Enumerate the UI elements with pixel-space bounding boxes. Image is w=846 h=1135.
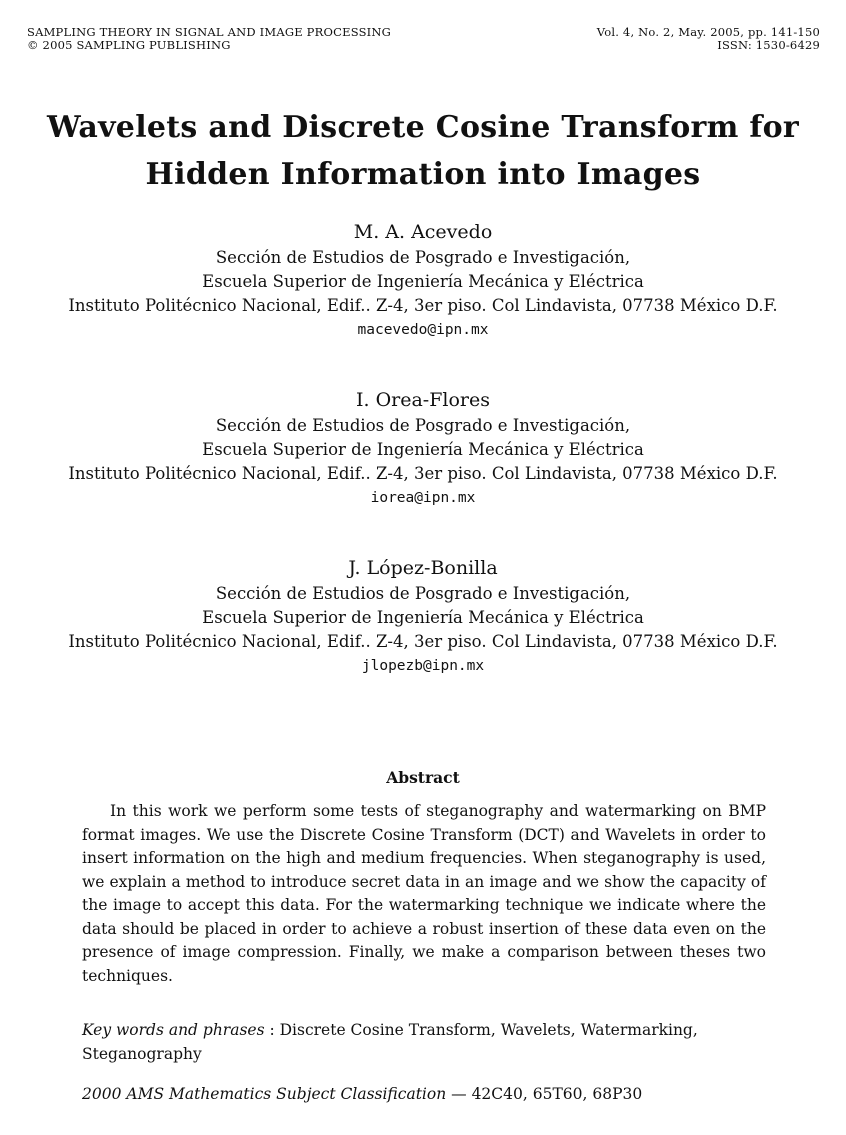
- author-affiliation-2: Escuela Superior de Ingeniería Mecánica y Eléctrica: [202, 440, 644, 459]
- author-affiliation-1: Sección de Estudios de Posgrado e Investigación,: [215, 248, 631, 267]
- copyright-line: © 2005 SAMPLING PUBLISHING: [27, 38, 231, 52]
- abstract-text-block: [82, 800, 766, 988]
- author-email: jlopezb@ipn.mx: [361, 658, 485, 674]
- author-affiliation-3: Instituto Politécnico Nacional, Edif.. Z-4, 3er piso. Col Lindavista, 07738 México D.F.: [68, 464, 778, 483]
- running-header-right: [597, 26, 820, 52]
- journal-name: SAMPLING THEORY IN SIGNAL AND IMAGE PROCESSING: [27, 25, 392, 39]
- author-affiliation-3: Instituto Politécnico Nacional, Edif.. Z-4, 3er piso. Col Lindavista, 07738 México D.F.: [68, 632, 778, 651]
- author-email: macevedo@ipn.mx: [357, 322, 489, 338]
- volume-info: Vol. 4, No. 2, May. 2005, pp. 141-150: [596, 25, 820, 39]
- running-header-left: [27, 26, 391, 52]
- author-block-2: [0, 386, 846, 510]
- title-line-1: Wavelets and Discrete Cosine Transform for: [46, 110, 800, 145]
- keywords-block: [82, 1019, 772, 1066]
- author-block-1: [0, 218, 846, 342]
- ams-separator: —: [446, 1085, 472, 1103]
- title-line-2: Hidden Information into Images: [145, 157, 701, 192]
- abstract-text: In this work we perform some tests of steganography and watermarking on BMP format images. We use the Discrete Cosine Transform (DCT) and Wavelets in order to insert information on the high and medium frequencies. When steganography is used, we explain a method to introduce secret data in an image and we show the capacity of the image to accept this data. For the watermarking technique we indicate where the data should be placed in order to achieve a robust insertion of these data even on the presence of image compression. Finally, we make a comparison between theses two techniques.: [82, 802, 766, 985]
- author-block-3: [0, 554, 846, 678]
- paper-title: [0, 104, 846, 198]
- author-affiliation-3: Instituto Politécnico Nacional, Edif.. Z-4, 3er piso. Col Lindavista, 07738 México D.F.: [68, 296, 778, 315]
- author-name: I. Orea-Flores: [355, 389, 490, 411]
- ams-label: 2000 AMS Mathematics Subject Classification: [82, 1085, 447, 1103]
- keywords-separator: :: [264, 1021, 280, 1039]
- keywords-label: Key words and phrases: [82, 1021, 265, 1039]
- issn: ISSN: 1530-6429: [717, 38, 820, 52]
- ams-codes: 42C40, 65T60, 68P30: [471, 1085, 643, 1103]
- ams-classification: [82, 1083, 772, 1107]
- abstract-heading: Abstract: [386, 768, 460, 787]
- author-affiliation-1: Sección de Estudios de Posgrado e Investigación,: [215, 584, 631, 603]
- author-affiliation-2: Escuela Superior de Ingeniería Mecánica y Eléctrica: [202, 608, 644, 627]
- author-name: J. López-Bonilla: [348, 557, 498, 579]
- author-affiliation-2: Escuela Superior de Ingeniería Mecánica y Eléctrica: [202, 272, 644, 291]
- author-affiliation-1: Sección de Estudios de Posgrado e Investigación,: [215, 416, 631, 435]
- author-name: M. A. Acevedo: [353, 221, 493, 243]
- author-email: iorea@ipn.mx: [370, 490, 476, 506]
- keywords-text: Discrete Cosine Transform, Wavelets, Watermarking, Steganography: [82, 1021, 698, 1063]
